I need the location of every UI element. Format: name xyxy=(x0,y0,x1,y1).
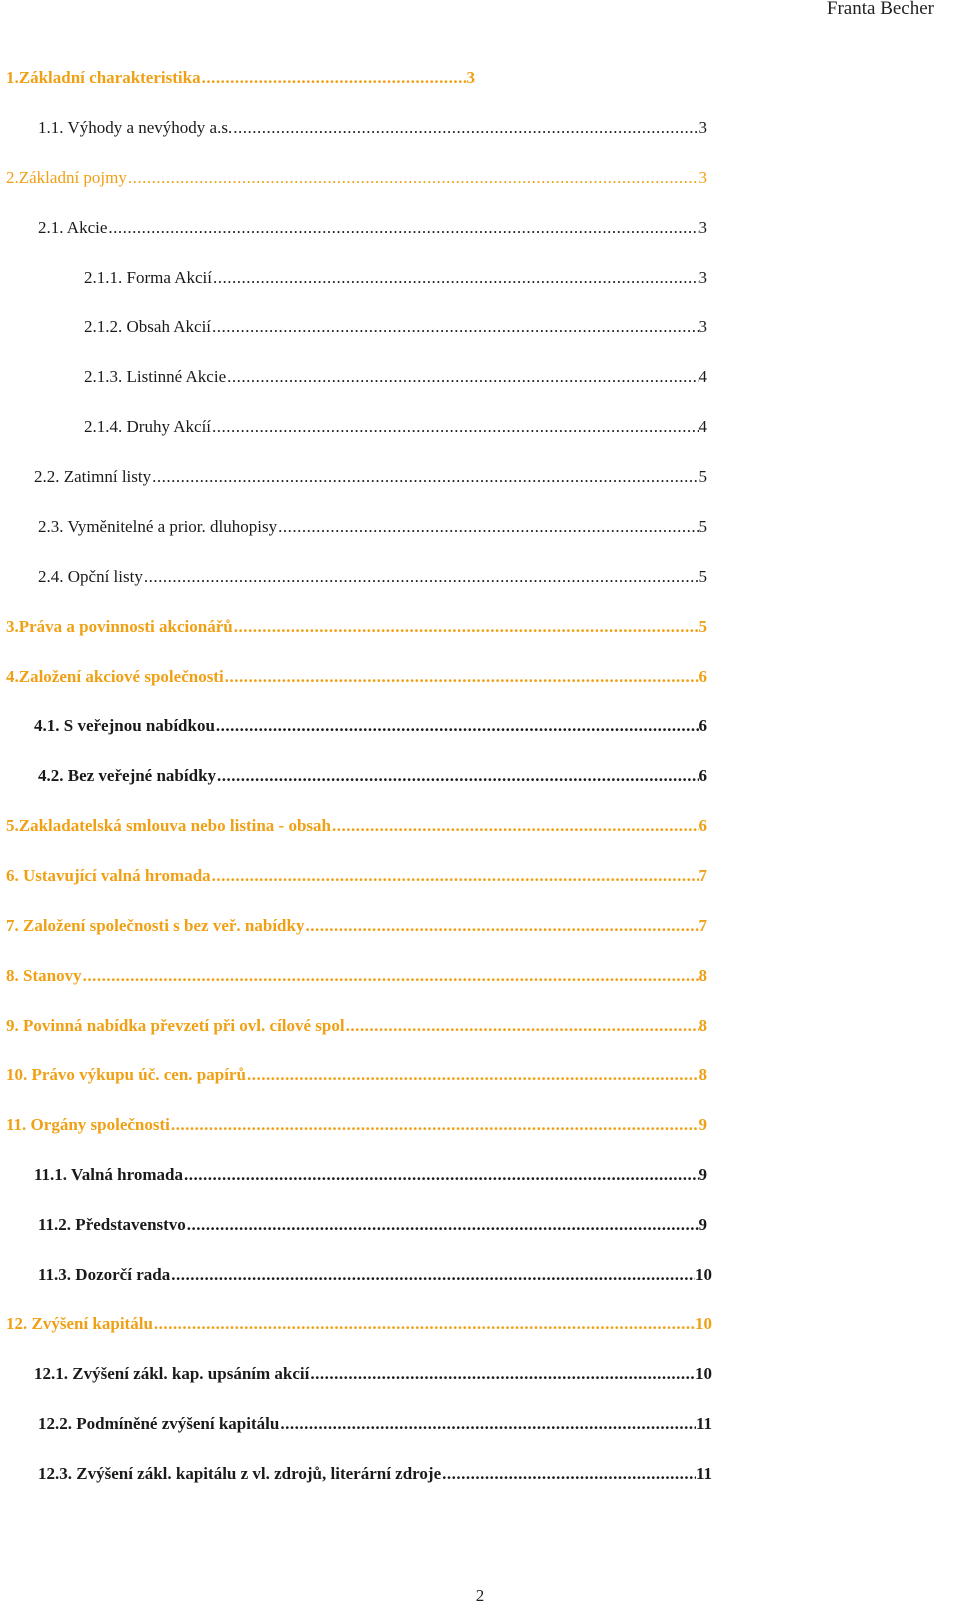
toc-leader-dots xyxy=(310,1362,695,1386)
toc-entry-title: 2.1.4. Druhy Akcíí xyxy=(84,417,212,436)
toc-entry-page: 3 xyxy=(698,168,707,187)
toc-entry[interactable] xyxy=(34,465,707,489)
toc-entry-title: 10. Právo výkupu úč. cen. papírů xyxy=(6,1065,246,1084)
toc-entry-title: 12.2. Podmíněné zvýšení kapitálu xyxy=(38,1414,280,1433)
toc-entry[interactable] xyxy=(6,615,707,639)
toc-entry[interactable] xyxy=(38,1213,707,1237)
toc-entry-title: 2.4. Opční listy xyxy=(38,567,143,586)
toc-entry-page: 7 xyxy=(698,866,707,885)
toc-entry[interactable] xyxy=(38,1462,712,1486)
toc-entry-title: 2.2. Zatimní listy xyxy=(34,467,152,486)
toc-leader-dots xyxy=(278,515,698,539)
toc-leader-dots xyxy=(280,1412,696,1436)
toc-leader-dots xyxy=(216,714,699,738)
toc-entry-title: 12. Zvýšení kapitálu xyxy=(6,1314,153,1333)
toc-entry-title: 1.1. Výhody a nevýhody a.s. xyxy=(38,118,233,137)
toc-entry-page: 9 xyxy=(698,1215,707,1234)
toc-entry-page: 7 xyxy=(698,916,707,935)
toc-leader-dots xyxy=(171,1113,699,1137)
toc-entry[interactable] xyxy=(6,864,707,888)
toc-leader-dots xyxy=(247,1063,699,1087)
toc-entry-title: 2.Základní pojmy xyxy=(6,168,127,187)
toc-entry-title: 11. Orgány společnosti xyxy=(6,1115,170,1134)
toc-entry[interactable] xyxy=(6,665,707,689)
toc-entry-page: 9 xyxy=(698,1165,707,1184)
toc-leader-dots xyxy=(171,1263,695,1287)
toc-entry[interactable] xyxy=(34,1163,707,1187)
toc-leader-dots xyxy=(233,116,698,140)
toc-leader-dots xyxy=(212,315,698,339)
toc-entry-title: 12.1. Zvýšení zákl. kap. upsáním akcií xyxy=(34,1364,310,1383)
toc-entry-page: 8 xyxy=(698,966,707,985)
toc-leader-dots xyxy=(187,1213,699,1237)
toc-entry-page: 8 xyxy=(698,1016,707,1035)
toc-leader-dots xyxy=(128,166,699,190)
toc-entry-page: 5 xyxy=(698,517,707,536)
toc-entry[interactable] xyxy=(6,1113,707,1137)
toc-entry[interactable] xyxy=(84,365,707,389)
toc-entry-title: 4.Založení akciové společnosti xyxy=(6,667,224,686)
toc-leader-dots xyxy=(154,1312,695,1336)
toc-leader-dots xyxy=(213,266,699,290)
toc-entry[interactable] xyxy=(6,914,707,938)
toc-entry[interactable] xyxy=(6,964,707,988)
toc-leader-dots xyxy=(212,415,698,439)
toc-entry-page: 11 xyxy=(695,1414,712,1433)
toc-entry[interactable] xyxy=(38,116,707,140)
toc-entry-page: 6 xyxy=(698,667,707,686)
toc-leader-dots xyxy=(332,814,699,838)
toc-leader-dots xyxy=(83,964,699,988)
toc-entry-title: 8. Stanovy xyxy=(6,966,82,985)
toc-leader-dots xyxy=(305,914,698,938)
toc-entry-page: 3 xyxy=(466,68,475,87)
toc-entry[interactable] xyxy=(6,814,707,838)
toc-entry-page: 5 xyxy=(698,617,707,636)
toc-entry[interactable] xyxy=(84,415,707,439)
toc-entry-page: 3 xyxy=(698,317,707,336)
toc-entry[interactable] xyxy=(84,315,707,339)
toc-entry-title: 11.2. Představenstvo xyxy=(38,1215,186,1234)
toc-entry-title: 2.1.3. Listinné Akcie xyxy=(84,367,227,386)
toc-entry-page: 6 xyxy=(698,766,707,785)
toc-entry[interactable] xyxy=(6,1063,707,1087)
toc-entry[interactable] xyxy=(34,1362,712,1386)
toc-entry-page: 5 xyxy=(698,467,707,486)
toc-entry[interactable] xyxy=(6,66,475,90)
toc-leader-dots xyxy=(108,216,698,240)
toc-entry[interactable] xyxy=(38,764,707,788)
toc-entry[interactable] xyxy=(38,565,707,589)
toc-entry-title: 11.1. Valná hromada xyxy=(34,1165,183,1184)
toc-entry-page: 8 xyxy=(698,1065,707,1084)
toc-entry-page: 4 xyxy=(698,367,707,386)
toc-entry[interactable] xyxy=(6,1014,707,1038)
toc-leader-dots xyxy=(212,864,699,888)
toc-entry-title: 2.1. Akcie xyxy=(38,218,108,237)
toc-leader-dots xyxy=(234,615,699,639)
toc-entry[interactable] xyxy=(38,1263,712,1287)
page-number: 2 xyxy=(475,1586,485,1605)
toc-entry-title: 2.3. Vyměnitelné a prior. dluhopisy xyxy=(38,517,278,536)
toc-entry-title: 4.1. S veřejnou nabídkou xyxy=(34,716,215,735)
toc-entry-title: 9. Povinná nabídka převzetí při ovl. cílové spol xyxy=(6,1016,345,1035)
toc-leader-dots xyxy=(227,365,698,389)
toc-entry-title: 7. Založení společnosti s bez veř. nabídky xyxy=(6,916,305,935)
toc-leader-dots xyxy=(202,66,467,90)
toc-leader-dots xyxy=(217,764,698,788)
toc-leader-dots xyxy=(225,665,699,689)
toc-entry-title: 6. Ustavující valná hromada xyxy=(6,866,211,885)
toc-entry-title: 4.2. Bez veřejné nabídky xyxy=(38,766,217,785)
toc-entry-page: 3 xyxy=(698,268,707,287)
toc-entry-title: 2.1.2. Obsah Akcií xyxy=(84,317,212,336)
toc-entry[interactable] xyxy=(38,515,707,539)
toc-entry[interactable] xyxy=(6,166,707,190)
toc-entry[interactable] xyxy=(34,714,707,738)
toc-entry-page: 10 xyxy=(695,1314,712,1333)
toc-entry-title: 12.3. Zvýšení zákl. kapitálu z vl. zdrojů, literární zdroje xyxy=(38,1464,442,1483)
toc-entry[interactable] xyxy=(38,1412,712,1436)
toc-entry-page: 3 xyxy=(698,218,707,237)
toc-entry-title: 1.Základní charakteristika xyxy=(6,68,201,87)
toc-entry-title: 5.Zakladatelská smlouva nebo listina - obsah xyxy=(6,816,331,835)
toc-leader-dots xyxy=(184,1163,699,1187)
header-author: Franta Becher xyxy=(826,0,934,19)
toc-entry-page: 6 xyxy=(698,716,707,735)
toc-entry[interactable] xyxy=(38,216,707,240)
toc-entry-page: 10 xyxy=(695,1364,712,1383)
toc-entry-page: 3 xyxy=(698,118,707,137)
toc-entry-page: 6 xyxy=(698,816,707,835)
toc-entry-title: 2.1.1. Forma Akcií xyxy=(84,268,212,287)
toc-leader-dots xyxy=(144,565,699,589)
toc-leader-dots xyxy=(152,465,698,489)
toc-entry-page: 10 xyxy=(695,1265,712,1284)
toc-entry-page: 5 xyxy=(698,567,707,586)
toc-leader-dots xyxy=(442,1462,696,1486)
toc-entry-page: 11 xyxy=(695,1464,712,1483)
toc-entry-page: 4 xyxy=(698,417,707,436)
toc-entry[interactable] xyxy=(84,266,707,290)
toc-entry[interactable] xyxy=(6,1312,712,1336)
toc-entry-title: 11.3. Dozorčí rada xyxy=(38,1265,171,1284)
toc-entry-page: 9 xyxy=(698,1115,707,1134)
toc-leader-dots xyxy=(346,1014,699,1038)
toc-entry-title: 3.Práva a povinnosti akcionářů xyxy=(6,617,233,636)
